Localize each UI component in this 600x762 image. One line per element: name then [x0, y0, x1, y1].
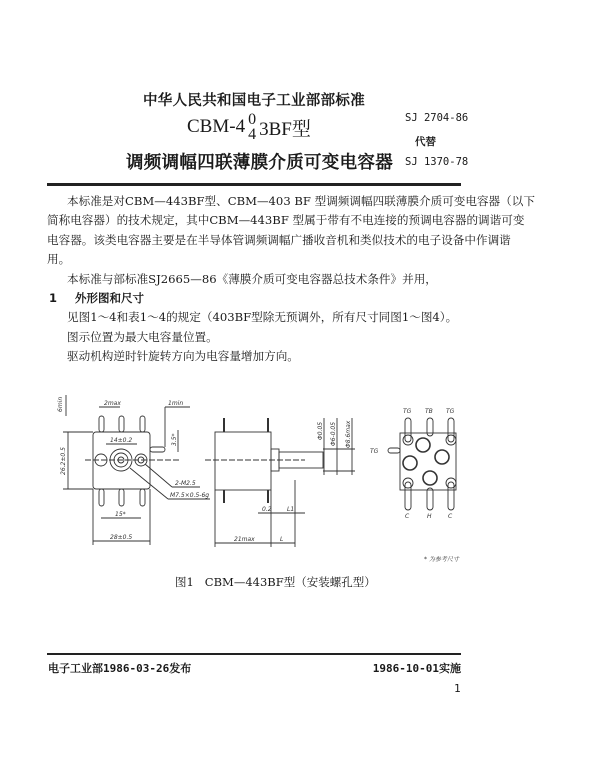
text-line: 简称电容器）的技术规定，其中CBM—443BF 型属于带有不电连接的预调电容器的调谐可变	[47, 213, 525, 228]
dim-label: Φ0.05	[317, 421, 324, 440]
model-suffix: 3BF型	[259, 118, 311, 140]
pin-label: TG	[446, 408, 455, 415]
document-title: 调频调幅四联薄膜介质可变电容器	[126, 153, 393, 173]
footer-rule	[47, 653, 461, 655]
pin-label: TB	[425, 408, 433, 415]
text-line: 电容器。该类电容器主要是在半导体管调频调幅广播收音机和类似技术的电子设备中作调谐	[47, 232, 511, 247]
text-line: 图示位置为最大电容量位置。	[67, 329, 218, 344]
text-line: 见图1～4和表1～4的规定（403BF型除无预调外，所有尺寸同图1～图4）。	[67, 310, 458, 325]
dim-label: 1min	[168, 400, 184, 407]
figure-caption	[175, 574, 376, 590]
dim-label: 28±0.5	[110, 534, 133, 541]
dim-label: L	[280, 536, 284, 543]
dim-label: M7.5×0.5-6g	[170, 492, 210, 499]
text-line: 驱动机构逆时针旋转方向为电容量增加方向。	[67, 349, 299, 364]
dim-label: Φ8.6max	[345, 420, 352, 448]
dim-label: Φ6-0.05	[330, 421, 337, 446]
dim-label: 3.5*	[171, 433, 178, 446]
figure-title: CBM—443BF型（安装螺孔型）	[204, 575, 376, 589]
issue-date: 电子工业部1986-03-26发布	[48, 662, 192, 675]
section-title: 外形图和尺寸	[75, 290, 144, 305]
figure-number: 图1	[175, 575, 194, 589]
text-line: 用。	[47, 252, 71, 267]
model-prefix: CBM-4	[187, 116, 246, 137]
standard-number: SJ 2704-86	[405, 112, 469, 124]
pin-label: H	[427, 513, 432, 520]
dim-label: 14±0.2	[110, 437, 133, 444]
effective-date: 1986-10-01实施	[372, 662, 461, 675]
replaces-label: 代替	[415, 136, 436, 148]
pin-label: C	[405, 513, 410, 520]
page-number: 1	[454, 682, 461, 695]
variant-top: 0	[248, 111, 257, 128]
dim-label: 2-M2.5	[175, 480, 196, 487]
pin-label: TG	[403, 408, 412, 415]
issuing-authority: 中华人民共和国电子工业部部标准	[143, 93, 365, 109]
dim-label: 6min	[57, 396, 64, 412]
dim-label: 15*	[115, 511, 126, 518]
text-line: 本标准是对CBM—443BF型、CBM—403 BF 型调频调幅四联薄膜介质可变电容器（以下	[67, 194, 535, 208]
dim-label: 21max	[234, 536, 255, 543]
dim-label: 26.2±0.5	[60, 447, 67, 475]
section-number: 1	[49, 290, 58, 305]
dim-label: 0.2	[262, 506, 272, 513]
front-view	[63, 395, 210, 545]
replaced-standard: SJ 1370-78	[405, 156, 469, 168]
pin-label: TG	[370, 448, 379, 455]
text-line: 本标准与部标准SJ2665—86《薄膜介质可变电容器总技术条件》并用，	[67, 271, 437, 286]
pin-label: C	[448, 513, 453, 520]
dim-label: L1	[287, 506, 295, 513]
rear-view	[388, 418, 456, 510]
variant-bottom: 4	[248, 126, 257, 143]
dim-label: 2max	[104, 400, 121, 407]
reference-note: * 为参考尺寸	[424, 556, 459, 563]
